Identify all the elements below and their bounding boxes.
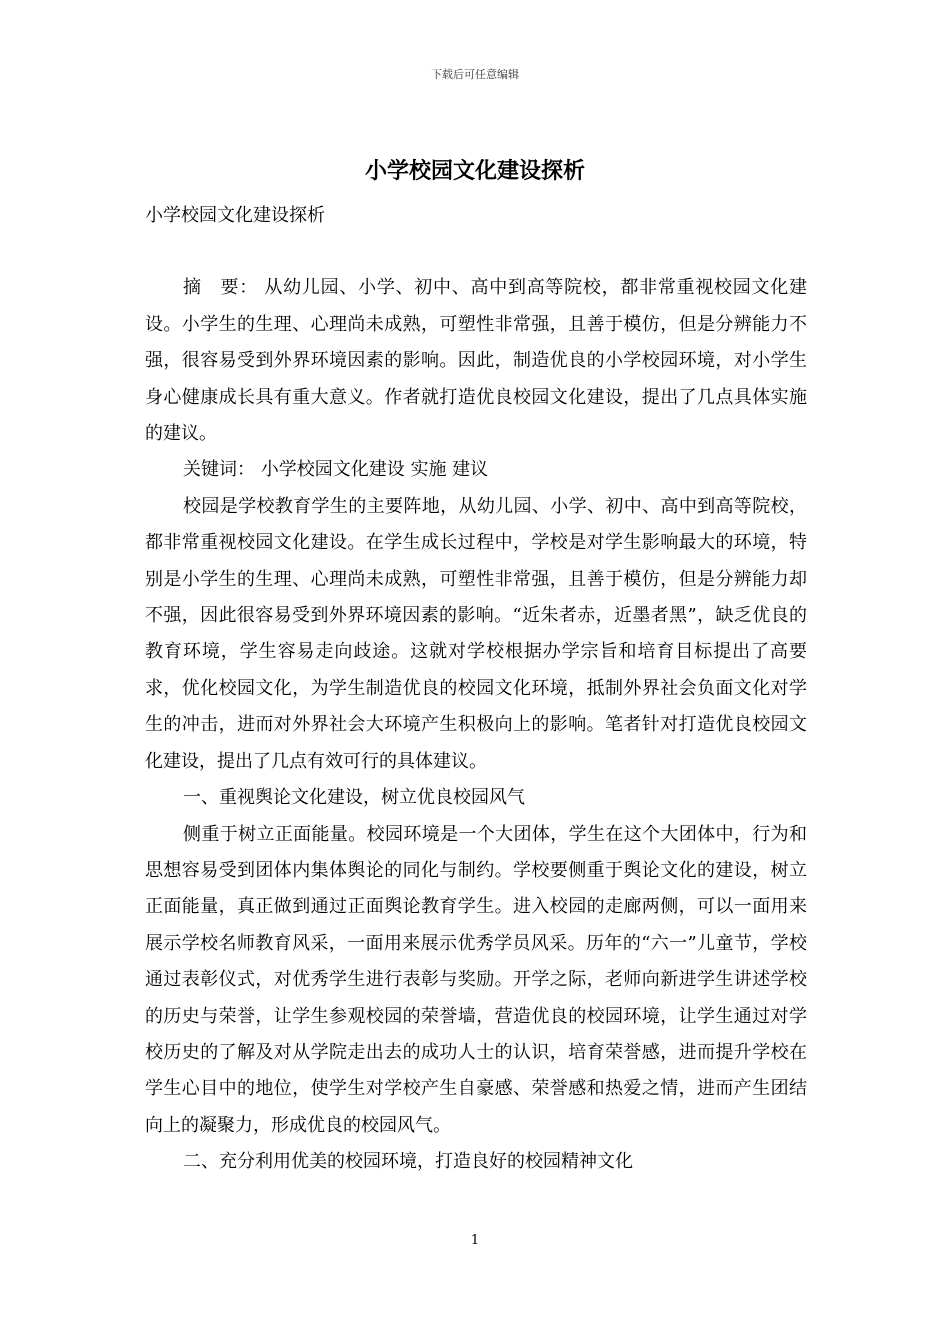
abstract-paragraph: 摘 要： 从幼儿园、小学、初中、高中到高等院校，都非常重视校园文化建设。小学生的生理、心理尚未成熟，可塑性非常强，且善于模仿，但是分辨能力不强，很容易受到外界环境因素的影响。因此，制造优良的小学校园环境，对小学生身心健康成长具有重大意义。作者就打造优良校园文化建设，提出了几点具体实施的建议。 — [145, 277, 807, 445]
section-2-heading: 二、充分利用优美的校园环境，打造良好的校园精神文化 — [183, 1151, 633, 1173]
header-note: 下载后可任意编辑 — [431, 68, 519, 81]
document-body — [145, 198, 807, 1181]
keywords-line: 关键词： 小学校园文化建设 实施 建议 — [183, 459, 489, 481]
page-number: 1 — [470, 1233, 480, 1248]
document-title: 小学校园文化建设探析 — [364, 158, 585, 184]
section-1-paragraph: 侧重于树立正面能量。校园环境是一个大团体，学生在这个大团体中，行为和思想容易受到团体内集体舆论的同化与制约。学校要侧重于舆论文化的建设，树立正面能量，真正做到通过正面舆论教育学生。进入校园的走廊两侧，可以一面用来展示学校名师教育风采，一面用来展示优秀学员风采。历年的“六一”儿童节，学校通过表彰仪式，对优秀学生进行表彰与奖励。开学之际，老师向新进学生讲述学校的历史与荣誉，让学生参观校园的荣誉墙，营造优良的校园环境，让学生通过对学校历史的了解及对从学院走出去的成功人士的认识，培育荣誉感，进而提升学校在学生心目中的地位，使学生对学校产生自豪感、荣誉感和热爱之情，进而产生团结向上的凝聚力，形成优良的校园风气。 — [145, 823, 807, 1136]
blank-line — [145, 234, 807, 270]
document-subtitle: 小学校园文化建设探析 — [145, 205, 325, 226]
section-1-heading: 一、重视舆论文化建设，树立优良校园风气 — [183, 787, 525, 809]
intro-paragraph: 校园是学校教育学生的主要阵地，从幼儿园、小学、初中、高中到高等院校，都非常重视校园文化建设。在学生成长过程中，学校是对学生影响最大的环境，特别是小学生的生理、心理尚未成熟，可塑性非常强，且善于模仿，但是分辨能力却不强，因此很容易受到外界环境因素的影响。“近朱者赤，近墨者黑”，缺乏优良的教育环境，学生容易走向歧途。这就对学校根据办学宗旨和培育目标提出了高要求，优化校园文化，为学生制造优良的校园文化环境，抵制外界社会负面文化对学生的冲击，进而对外界社会大环境产生积极向上的影响。笔者针对打造优良校园文化建设，提出了几点有效可行的具体建议。 — [145, 495, 807, 772]
